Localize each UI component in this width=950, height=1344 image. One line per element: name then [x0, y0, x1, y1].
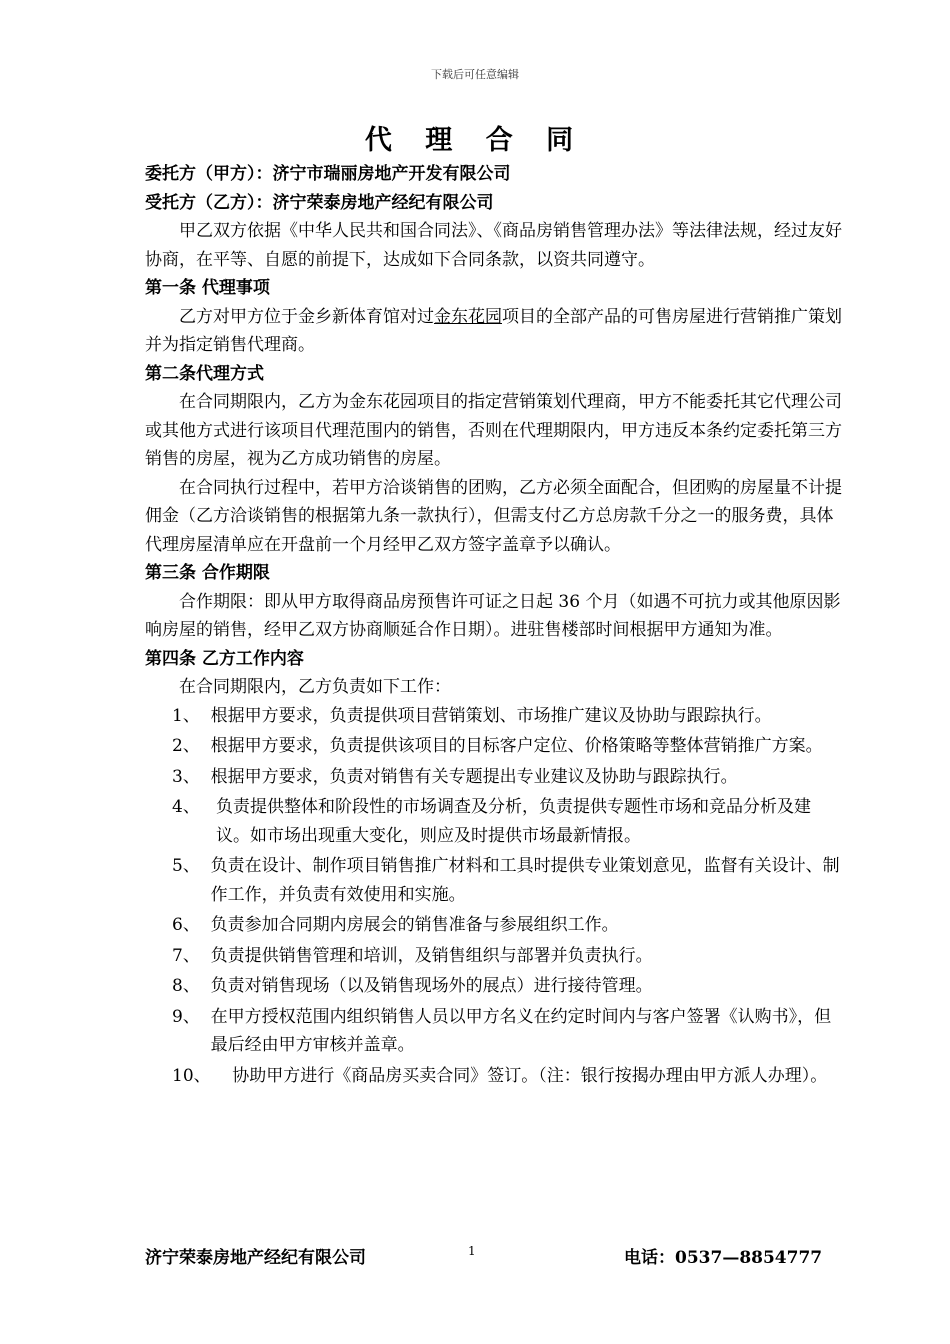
party-b-line: 受托方（乙方）：济宁荣泰房地产经纪有限公司 [145, 192, 494, 213]
work-item-number: 5、 [172, 856, 211, 876]
work-item-text: 负责对销售现场（以及销售现场外的展点）进行接待管理。 [210, 976, 653, 996]
work-item-number: 9、 [172, 1006, 211, 1027]
work-item [172, 911, 845, 940]
project-name-underlined: 金东花园 [434, 306, 502, 327]
work-item-number: 10、 [172, 1065, 233, 1086]
work-item-text: 在甲方授权范围内组织销售人员以甲方名义在约定时间内与客户签署《认购书》，但最后经由甲方审核并盖章。 [210, 1006, 832, 1055]
article-3-heading: 第三条 合作期限 [145, 563, 270, 583]
header-note: 下载后可任意编辑 [431, 68, 519, 81]
contract-body [145, 160, 845, 1092]
article-2-heading: 第二条代理方式 [145, 363, 264, 384]
work-item-text: 负责在设计、制作项目销售推广材料和工具时提供专业策划意见，监督有关设计、制作工作，并负责有效使用和实施。 [210, 856, 840, 905]
work-item-text: 根据甲方要求，负责对销售有关专题提出专业建议及协助与跟踪执行。 [210, 766, 738, 787]
article-2-paragraph-1: 在合同期限内，乙方为金东花园项目的指定营销策划代理商，甲方不能委托其它代理公司或其他方式进行该项目代理范围内的销售，否则在代理期限内，甲方违反本条约定委托第三方销售的房屋，视为乙方成功销售的房屋。 [145, 392, 842, 469]
footer-phone: 电话：0537—8854777 [624, 1248, 823, 1268]
article-4-heading: 第四条 乙方工作内容 [145, 648, 304, 669]
article-1-text-after: 项目的全部产品的可售房屋进行营销推广策划并为指定销售代理商。 [145, 306, 842, 355]
article-1-paragraph [145, 303, 845, 360]
work-item-number: 7、 [172, 945, 211, 966]
work-item-number: 1、 [172, 705, 211, 726]
contract-title: 代 理 合 同 [364, 125, 586, 156]
work-item-text: 根据甲方要求，负责提供项目营销策划、市场推广建议及协助与跟踪执行。 [210, 705, 772, 726]
article-3-paragraph: 合作期限：即从甲方取得商品房预售许可证之日起 36 个月（如遇不可抗力或其他原因影响房屋的销售，经甲乙双方协商顺延合作日期）。进驻售楼部时间根据甲方通知为准。 [145, 591, 841, 640]
work-item-number: 2、 [172, 736, 211, 756]
work-item [172, 702, 845, 731]
work-item-number: 3、 [172, 766, 211, 787]
article-1-heading: 第一条 代理事项 [145, 278, 270, 298]
footer-page-number: 1 [468, 1244, 476, 1258]
preamble-paragraph: 甲乙双方依据《中华人民共和国合同法》、《商品房销售管理办法》等法律法规，经过友好协商，在平等、自愿的前提下，达成如下合同条款，以资共同遵守。 [145, 221, 842, 270]
work-item [172, 732, 845, 761]
party-a-line: 委托方（甲方）：济宁市瑞丽房地产开发有限公司 [145, 164, 511, 184]
work-item [172, 1003, 845, 1060]
work-item [172, 942, 845, 971]
work-item-text: 负责参加合同期内房展会的销售准备与参展组织工作。 [210, 915, 619, 935]
work-item [172, 1062, 845, 1091]
work-item-text: 协助甲方进行《商品房买卖合同》签订。（注：银行按揭办理由甲方派人办理）。 [232, 1065, 828, 1086]
work-item-number: 4、 [172, 797, 217, 817]
work-item [172, 793, 845, 850]
work-item-text: 根据甲方要求，负责提供该项目的目标客户定位、价格策略等整体营销推广方案。 [210, 736, 823, 756]
work-item [172, 972, 845, 1001]
work-item [172, 763, 845, 792]
work-item-text: 负责提供销售管理和培训，及销售组织与部署并负责执行。 [210, 945, 653, 966]
footer-company: 济宁荣泰房地产经纪有限公司 [145, 1248, 366, 1268]
work-item-text: 负责提供整体和阶段性的市场调查及分析，负责提供专题性市场和竞品分析及建议。如市场出现重大变化，则应及时提供市场最新情报。 [216, 797, 812, 846]
work-item-number: 8、 [172, 976, 211, 996]
article-2-paragraph-2: 在合同执行过程中，若甲方洽谈销售的团购，乙方必须全面配合，但团购的房屋量不计提佣金（乙方洽谈销售的根据第九条一款执行），但需支付乙方总房款千分之一的服务费，具体代理房屋清单应在开盘前一个月经甲乙双方签字盖章予以确认。 [145, 477, 842, 555]
article-1-text-before: 乙方对甲方位于金乡新体育馆对过 [179, 306, 434, 327]
work-item [172, 852, 845, 909]
work-item-number: 6、 [172, 915, 211, 935]
article-4-intro: 在合同期限内，乙方负责如下工作： [179, 677, 451, 697]
